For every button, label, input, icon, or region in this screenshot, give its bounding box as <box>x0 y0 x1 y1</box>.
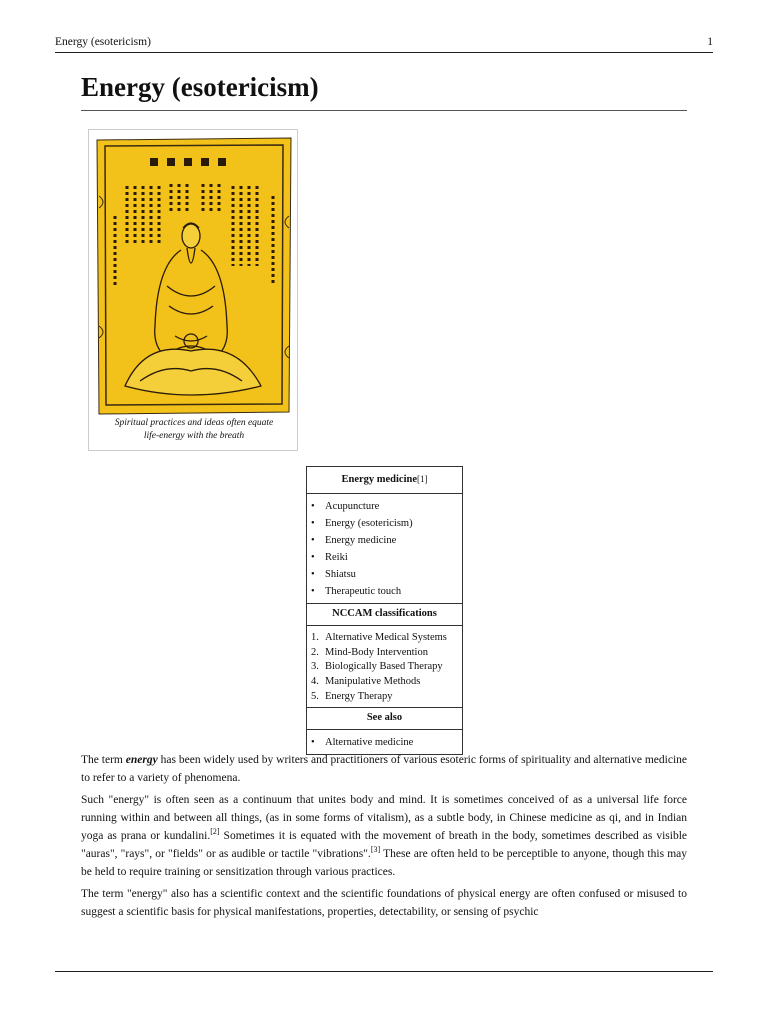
bullet-icon: • <box>311 501 315 512</box>
bullet-icon: • <box>311 569 315 580</box>
header-rule <box>55 52 713 53</box>
item-label[interactable]: Energy Therapy <box>325 691 393 703</box>
paragraph-1 <box>81 751 687 787</box>
infobox-energy-medicine <box>306 466 463 755</box>
item-label[interactable]: Alternative medicine <box>325 736 414 748</box>
text-run: The term <box>81 754 126 766</box>
emphasis-energy: energy <box>125 754 158 766</box>
paragraph-3: The term "energy" also has a scientific context and the scientific foundations of physical energy are often confused or misused to suggest a scientific basis for physical manifestations, properties, detectability, or sensing of psychic <box>81 888 687 918</box>
figure-caption <box>97 417 291 443</box>
page-title: Energy (esotericism) <box>81 72 319 102</box>
nccam-item[interactable] <box>307 645 462 660</box>
item-number: 2. <box>311 646 319 658</box>
bullet-icon: • <box>311 552 315 563</box>
nccam-header: NCCAM classifications <box>307 604 462 626</box>
bullet-icon: • <box>311 518 315 529</box>
text-run: has been widely used by writers and practitioners of various esoteric forms of spirituality and alternative medicine to refer to a variety of phenomena. <box>81 754 687 784</box>
caption-line-2: life-energy with the breath <box>143 431 245 441</box>
item-label[interactable]: Shiatsu <box>325 569 356 580</box>
item-label[interactable]: Alternative Medical Systems <box>325 631 447 643</box>
paragraph-2 <box>81 791 687 881</box>
figure <box>88 129 298 451</box>
infobox-title: Energy medicine <box>341 474 418 485</box>
item-label[interactable]: Therapeutic touch <box>325 586 402 597</box>
infobox-item[interactable] <box>307 549 462 566</box>
meditating-figure-illustration <box>95 136 293 416</box>
nccam-item[interactable] <box>307 630 462 645</box>
item-label[interactable]: Acupuncture <box>325 501 380 512</box>
see-also-header: See also <box>307 708 462 730</box>
infobox-item[interactable] <box>307 498 462 515</box>
see-also-item[interactable] <box>307 734 462 751</box>
infobox-item[interactable] <box>307 566 462 583</box>
article-body <box>81 751 687 925</box>
item-number: 1. <box>311 631 319 643</box>
citation-3[interactable]: [3] <box>370 845 381 854</box>
infobox-item[interactable] <box>307 532 462 549</box>
text-run: Such "energy" is often seen as a continuum that unites body and mind. It is sometimes conceived of as a universal life force running within and between all things, (as in some forms of vitalism), as a subtle body, in Chinese medicine as qi, and in Indian yoga as prana or kundalini. <box>81 794 687 842</box>
infobox-ref-link[interactable]: [1] <box>417 474 428 484</box>
page-number: 1 <box>707 36 713 48</box>
title-rule <box>81 110 687 111</box>
item-label[interactable]: Biologically Based Therapy <box>325 661 443 673</box>
text-run: These are often held to be perceptible to anyone, though this may be held to require training or sensitization through various practices. <box>81 848 687 878</box>
infobox-topic-list <box>307 494 462 604</box>
item-number: 3. <box>311 661 319 673</box>
caption-line-1: Spiritual practices and ideas often equate <box>114 418 274 428</box>
citation-2[interactable]: [2] <box>210 827 220 836</box>
bullet-icon: • <box>311 736 315 748</box>
nccam-list <box>307 626 462 708</box>
item-label[interactable]: Energy (esotericism) <box>325 518 413 529</box>
footer-rule <box>55 971 713 972</box>
item-label[interactable]: Reiki <box>325 552 348 563</box>
nccam-item[interactable] <box>307 674 462 689</box>
item-number: 4. <box>311 676 319 688</box>
nccam-item[interactable] <box>307 660 462 675</box>
nccam-item[interactable] <box>307 689 462 704</box>
infobox-header <box>307 467 462 494</box>
bullet-icon: • <box>311 586 315 597</box>
infobox-item[interactable] <box>307 515 462 532</box>
running-head <box>55 36 713 48</box>
infobox-item[interactable] <box>307 583 462 600</box>
bullet-icon: • <box>311 535 315 546</box>
running-head-title: Energy (esotericism) <box>55 36 151 48</box>
item-label[interactable]: Energy medicine <box>325 535 397 546</box>
item-number: 5. <box>311 691 319 703</box>
item-label[interactable]: Mind-Body Intervention <box>325 646 428 658</box>
item-label[interactable]: Manipulative Methods <box>325 676 421 688</box>
text-run: Sometimes it is equated with the movement of breath in the body, sometimes described as visible "auras", "rays", or "fields" or as audible or tactile "vibrations". <box>81 830 687 860</box>
